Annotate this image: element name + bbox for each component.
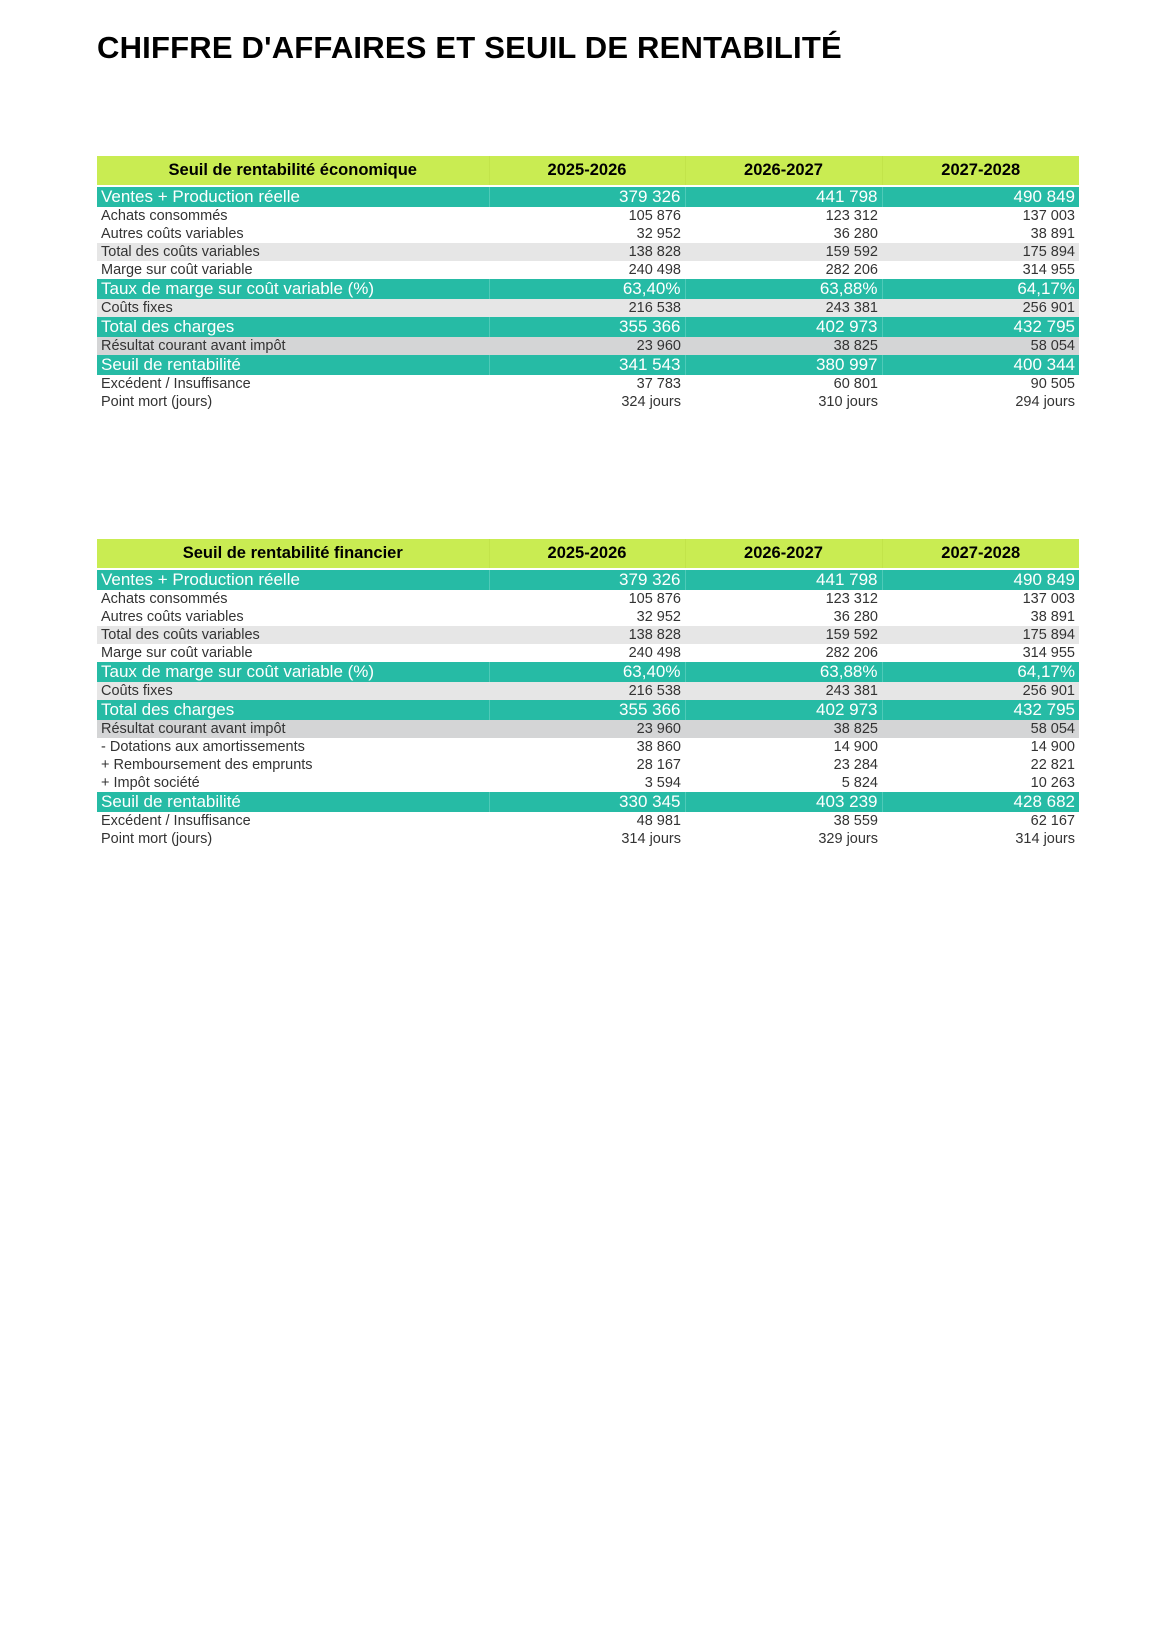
cell-value: 105 876 <box>628 591 681 607</box>
table-row <box>97 279 1079 299</box>
year-header: 2025-2026 <box>489 156 685 185</box>
cell-value: 14 900 <box>1030 739 1075 755</box>
cell-value: 282 206 <box>825 645 878 661</box>
table-row <box>97 225 1079 243</box>
cell-value: 490 849 <box>882 187 1079 207</box>
cell-value: 159 592 <box>685 626 882 644</box>
cell-value: 216 538 <box>489 299 685 317</box>
table-row <box>97 792 1079 812</box>
cell-value: 23 284 <box>833 757 878 773</box>
cell-value: 62 167 <box>1030 813 1075 829</box>
cell-value: 379 326 <box>489 570 685 590</box>
cell-value: 105 876 <box>628 208 681 224</box>
table-row <box>97 243 1079 261</box>
year-header: 2027-2028 <box>882 156 1079 185</box>
cell-value: 38 825 <box>685 337 882 355</box>
cell-value: 256 901 <box>882 682 1079 700</box>
year-header: 2026-2027 <box>685 156 882 185</box>
cell-value: 138 828 <box>489 626 685 644</box>
cell-value: 216 538 <box>489 682 685 700</box>
cell-value: 48 981 <box>636 813 681 829</box>
cell-value: 314 955 <box>1022 262 1075 278</box>
row-label: Excédent / Insuffisance <box>101 813 251 829</box>
row-label: Seuil de rentabilité <box>97 355 489 375</box>
cell-value: 314 955 <box>1022 645 1075 661</box>
row-label: Seuil de rentabilité <box>97 792 489 812</box>
cell-value: 64,17% <box>882 279 1079 299</box>
cell-value: 38 825 <box>685 720 882 738</box>
row-label: Marge sur coût variable <box>101 262 253 278</box>
cell-value: 36 280 <box>833 226 878 242</box>
cell-value: 400 344 <box>882 355 1079 375</box>
cell-value: 402 973 <box>685 700 882 720</box>
cell-value: 14 900 <box>833 739 878 755</box>
cell-value: 123 312 <box>825 591 878 607</box>
table-row <box>97 644 1079 662</box>
table-row <box>97 720 1079 738</box>
cell-value: 314 jours <box>1015 831 1075 847</box>
cell-value: 63,40% <box>489 279 685 299</box>
cell-value: 355 366 <box>489 317 685 337</box>
cell-value: 90 505 <box>1030 376 1075 392</box>
table-row <box>97 261 1079 279</box>
row-label: Ventes + Production réelle <box>97 570 489 590</box>
cell-value: 329 jours <box>818 831 878 847</box>
row-label: Coûts fixes <box>97 682 489 700</box>
cell-value: 380 997 <box>685 355 882 375</box>
financial-breakeven-table <box>97 539 1079 848</box>
cell-value: 60 801 <box>833 376 878 392</box>
cell-value: 159 592 <box>685 243 882 261</box>
cell-value: 10 263 <box>1030 775 1075 791</box>
cell-value: 38 891 <box>1030 609 1075 625</box>
cell-value: 341 543 <box>489 355 685 375</box>
table-title-header: Seuil de rentabilité économique <box>97 156 489 185</box>
row-label: Marge sur coût variable <box>101 645 253 661</box>
row-label: Total des charges <box>97 317 489 337</box>
cell-value: 22 821 <box>1030 757 1075 773</box>
table-row <box>97 207 1079 225</box>
table-header-row <box>97 539 1079 568</box>
cell-value: 38 860 <box>636 739 681 755</box>
cell-value: 175 894 <box>882 626 1079 644</box>
cell-value: 37 783 <box>636 376 681 392</box>
row-label: - Dotations aux amortissements <box>101 739 305 755</box>
table-row <box>97 570 1079 590</box>
cell-value: 63,40% <box>489 662 685 682</box>
table-row <box>97 187 1079 207</box>
table-row <box>97 375 1079 393</box>
cell-value: 490 849 <box>882 570 1079 590</box>
table-row <box>97 738 1079 756</box>
cell-value: 403 239 <box>685 792 882 812</box>
row-label: Achats consommés <box>101 208 228 224</box>
row-label: Coûts fixes <box>97 299 489 317</box>
row-label: Taux de marge sur coût variable (%) <box>97 662 489 682</box>
table-row <box>97 337 1079 355</box>
row-label: Total des charges <box>97 700 489 720</box>
table-header-row <box>97 156 1079 185</box>
cell-value: 64,17% <box>882 662 1079 682</box>
cell-value: 441 798 <box>685 187 882 207</box>
cell-value: 23 960 <box>489 337 685 355</box>
cell-value: 175 894 <box>882 243 1079 261</box>
cell-value: 428 682 <box>882 792 1079 812</box>
cell-value: 294 jours <box>1015 394 1075 410</box>
cell-value: 330 345 <box>489 792 685 812</box>
cell-value: 23 960 <box>489 720 685 738</box>
cell-value: 432 795 <box>882 700 1079 720</box>
row-label: Point mort (jours) <box>101 831 213 847</box>
cell-value: 282 206 <box>825 262 878 278</box>
cell-value: 38 559 <box>833 813 878 829</box>
year-header: 2027-2028 <box>882 539 1079 568</box>
cell-value: 441 798 <box>685 570 882 590</box>
cell-value: 36 280 <box>833 609 878 625</box>
row-label: Ventes + Production réelle <box>97 187 489 207</box>
cell-value: 138 828 <box>489 243 685 261</box>
cell-value: 28 167 <box>636 757 681 773</box>
row-label: Total des coûts variables <box>97 243 489 261</box>
cell-value: 63,88% <box>685 662 882 682</box>
table-row <box>97 299 1079 317</box>
table-row <box>97 812 1079 830</box>
cell-value: 256 901 <box>882 299 1079 317</box>
economic-breakeven-table <box>97 156 1079 411</box>
cell-value: 432 795 <box>882 317 1079 337</box>
cell-value: 58 054 <box>882 720 1079 738</box>
row-label: Total des coûts variables <box>97 626 489 644</box>
cell-value: 355 366 <box>489 700 685 720</box>
table-title-header: Seuil de rentabilité financier <box>97 539 489 568</box>
cell-value: 402 973 <box>685 317 882 337</box>
cell-value: 243 381 <box>685 682 882 700</box>
cell-value: 58 054 <box>882 337 1079 355</box>
year-header: 2026-2027 <box>685 539 882 568</box>
table-row <box>97 590 1079 608</box>
table-row <box>97 608 1079 626</box>
cell-value: 310 jours <box>818 394 878 410</box>
row-label: + Impôt société <box>101 775 200 791</box>
table-row <box>97 682 1079 700</box>
cell-value: 137 003 <box>1022 208 1075 224</box>
row-label: + Remboursement des emprunts <box>101 757 313 773</box>
page-title: CHIFFRE D'AFFAIRES ET SEUIL DE RENTABILITÉ <box>97 30 842 65</box>
cell-value: 5 824 <box>841 775 878 791</box>
table-row <box>97 355 1079 375</box>
table-row <box>97 756 1079 774</box>
year-header: 2025-2026 <box>489 539 685 568</box>
row-label: Autres coûts variables <box>101 226 244 242</box>
row-label: Taux de marge sur coût variable (%) <box>97 279 489 299</box>
cell-value: 32 952 <box>636 609 681 625</box>
cell-value: 240 498 <box>628 645 681 661</box>
row-label: Excédent / Insuffisance <box>101 376 251 392</box>
cell-value: 379 326 <box>489 187 685 207</box>
table-row <box>97 317 1079 337</box>
row-label: Autres coûts variables <box>101 609 244 625</box>
cell-value: 137 003 <box>1022 591 1075 607</box>
row-label: Point mort (jours) <box>101 394 213 410</box>
cell-value: 314 jours <box>621 831 681 847</box>
cell-value: 240 498 <box>628 262 681 278</box>
table-row <box>97 662 1079 682</box>
cell-value: 123 312 <box>825 208 878 224</box>
row-label: Résultat courant avant impôt <box>97 720 489 738</box>
table-row <box>97 626 1079 644</box>
row-label: Résultat courant avant impôt <box>97 337 489 355</box>
row-label: Achats consommés <box>101 591 228 607</box>
table-row <box>97 393 1079 411</box>
table-row <box>97 774 1079 792</box>
cell-value: 38 891 <box>1030 226 1075 242</box>
cell-value: 243 381 <box>685 299 882 317</box>
table-row <box>97 830 1079 848</box>
cell-value: 32 952 <box>636 226 681 242</box>
cell-value: 3 594 <box>644 775 681 791</box>
cell-value: 63,88% <box>685 279 882 299</box>
cell-value: 324 jours <box>621 394 681 410</box>
table-row <box>97 700 1079 720</box>
